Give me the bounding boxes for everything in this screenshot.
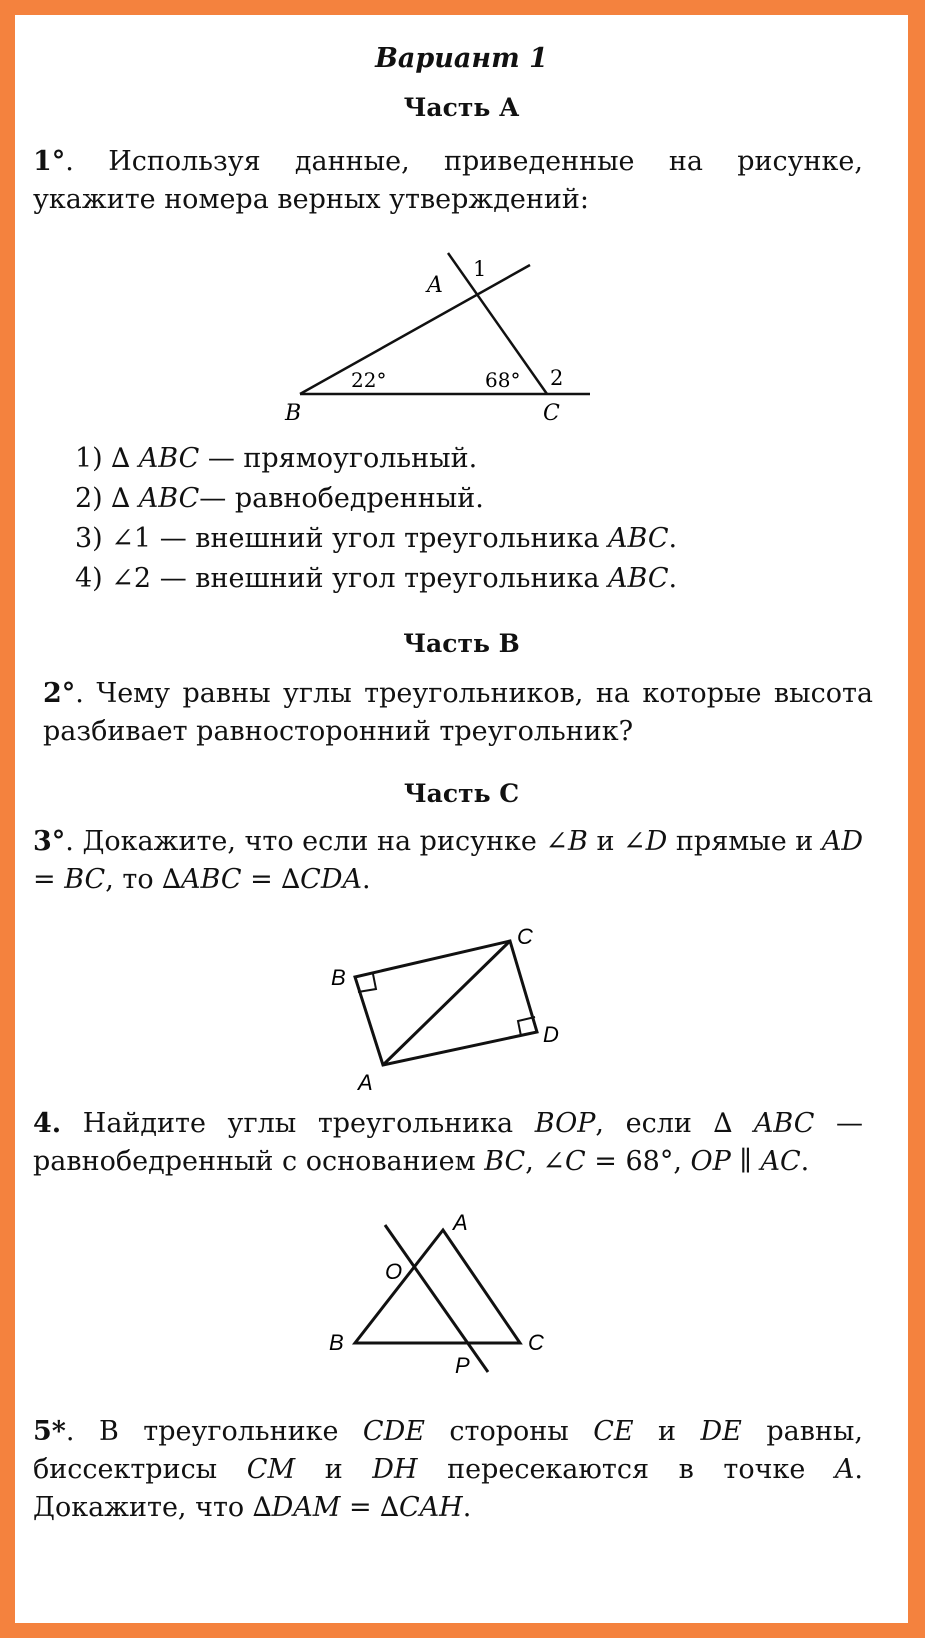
task-5-m3: DE: [700, 1416, 742, 1447]
task-2-text: . Чему равны углы треугольников, на которые высота разбивает равносторонний треугольник?: [43, 678, 873, 747]
part-b-heading: Часть В: [403, 629, 520, 658]
task-4-t4: ,: [525, 1146, 543, 1177]
task-5-number: 5*: [33, 1416, 66, 1447]
task-3-t2: и: [587, 826, 624, 857]
task-4-m4: ∠C: [542, 1146, 586, 1177]
task-5-t5: и: [295, 1454, 373, 1485]
statement-3-math2: ABC: [608, 523, 669, 554]
label-angle-1: 1: [473, 257, 487, 281]
label-b: B: [329, 1330, 344, 1355]
statement-1-math: ∆ ABC: [111, 443, 200, 474]
label-o: O: [385, 1259, 403, 1284]
task-5-t2: стороны: [424, 1416, 594, 1447]
task-4-m5: OP ∥ AC: [690, 1146, 801, 1177]
label-angle-b: 22°: [351, 368, 387, 392]
statement-3: [75, 519, 677, 559]
task-4-number: 4.: [33, 1108, 62, 1139]
statement-3-text: — внешний угол треугольника: [151, 523, 609, 554]
part-c-heading: Часть С: [403, 779, 520, 808]
statement-4-text: — внешний угол треугольника: [151, 563, 609, 594]
statement-4-end: .: [668, 563, 678, 594]
task-4: [33, 1105, 863, 1181]
task-4-t6: .: [800, 1146, 810, 1177]
task-3-m4: ∆ABC = ∆CDA: [162, 864, 362, 895]
statement-4: [75, 559, 677, 599]
statement-2-num: 2): [75, 483, 112, 514]
task-5-t1: . В треугольнике: [65, 1416, 363, 1447]
label-a: A: [427, 273, 443, 298]
task-4-m1: BOP: [534, 1108, 596, 1139]
task-5-m2: CE: [593, 1416, 634, 1447]
task-5-m5: DH: [372, 1454, 418, 1485]
task-3-m3: AD = BC: [33, 826, 864, 895]
label-c: C: [543, 401, 560, 426]
task-5-m4: CM: [246, 1454, 296, 1485]
task-3-t3: прямые и: [667, 826, 822, 857]
task-3-t4: , то: [105, 864, 163, 895]
task-2-number: 2°: [43, 678, 76, 709]
task-4-m3: BC: [484, 1146, 526, 1177]
task-5-m1: CDE: [362, 1416, 425, 1447]
task-3-m1: ∠B: [545, 826, 588, 857]
task-4-t3: — равнобедренный с основанием: [33, 1108, 863, 1177]
label-b: B: [285, 401, 302, 426]
label-p: P: [455, 1353, 470, 1378]
label-d: D: [543, 1022, 559, 1047]
label-b: B: [331, 965, 346, 990]
statement-3-math: ∠1: [111, 523, 152, 554]
line-op: [385, 1225, 488, 1372]
task-5-t6: пересекаются в точке: [417, 1454, 835, 1485]
label-c: C: [528, 1330, 544, 1355]
task-4-t5: = 68°,: [585, 1146, 691, 1177]
statement-4-math: ∠2: [111, 563, 152, 594]
diagonal-ac: [383, 941, 510, 1065]
statement-3-end: .: [668, 523, 678, 554]
statement-1-num: 1): [75, 443, 112, 474]
statement-2: [75, 479, 484, 519]
variant-title: Вариант 1: [375, 43, 548, 74]
statement-2-math: ∆ ABC: [111, 483, 200, 514]
label-a: A: [358, 1070, 373, 1090]
task-3-m2: ∠D: [623, 826, 668, 857]
task-5: [33, 1413, 863, 1527]
task-2: [43, 675, 873, 751]
task-5-t3: и: [633, 1416, 701, 1447]
task-5-t8: .: [462, 1492, 472, 1523]
statement-1: [75, 439, 477, 479]
task-5-m7: ∆DAM = ∆CAH: [252, 1492, 463, 1523]
task-4-t1: Найдите углы треугольника: [61, 1108, 535, 1139]
task-4-t2: , если: [595, 1108, 714, 1139]
task-1-number: 1°: [33, 146, 66, 177]
statement-4-num: 4): [75, 563, 112, 594]
label-angle-2: 2: [550, 366, 564, 390]
task-1-figure: [275, 230, 625, 430]
task-3-number: 3°: [33, 826, 66, 857]
statement-4-math2: ABC: [608, 563, 669, 594]
statement-3-num: 3): [75, 523, 112, 554]
statement-2-text: — равнобедренный.: [199, 483, 484, 514]
task-4-figure: [325, 1200, 585, 1400]
task-5-t7: . Докажите, что: [33, 1454, 863, 1523]
triangle-abc: [355, 1230, 520, 1343]
part-a-heading: Часть А: [403, 93, 520, 122]
task-4-m2: ∆ ABC: [713, 1108, 815, 1139]
task-3-t1: . Докажите, что если на рисунке: [65, 826, 546, 857]
task-1-text: . Используя данные, приведенные на рисунке, укажите номера верных утверждений:: [33, 146, 863, 215]
statement-1-text: — прямоугольный.: [199, 443, 478, 474]
task-3-figure: [325, 910, 605, 1090]
worksheet: [15, 15, 908, 1623]
task-5-m6: A: [834, 1454, 855, 1485]
task-3: [33, 823, 863, 899]
label-c: C: [517, 924, 533, 949]
task-3-t5: .: [361, 864, 371, 895]
label-a: A: [453, 1210, 468, 1235]
task-1: [33, 143, 863, 219]
task-5-t4: равны, биссектрисы: [33, 1416, 864, 1485]
label-angle-c: 68°: [485, 368, 521, 392]
